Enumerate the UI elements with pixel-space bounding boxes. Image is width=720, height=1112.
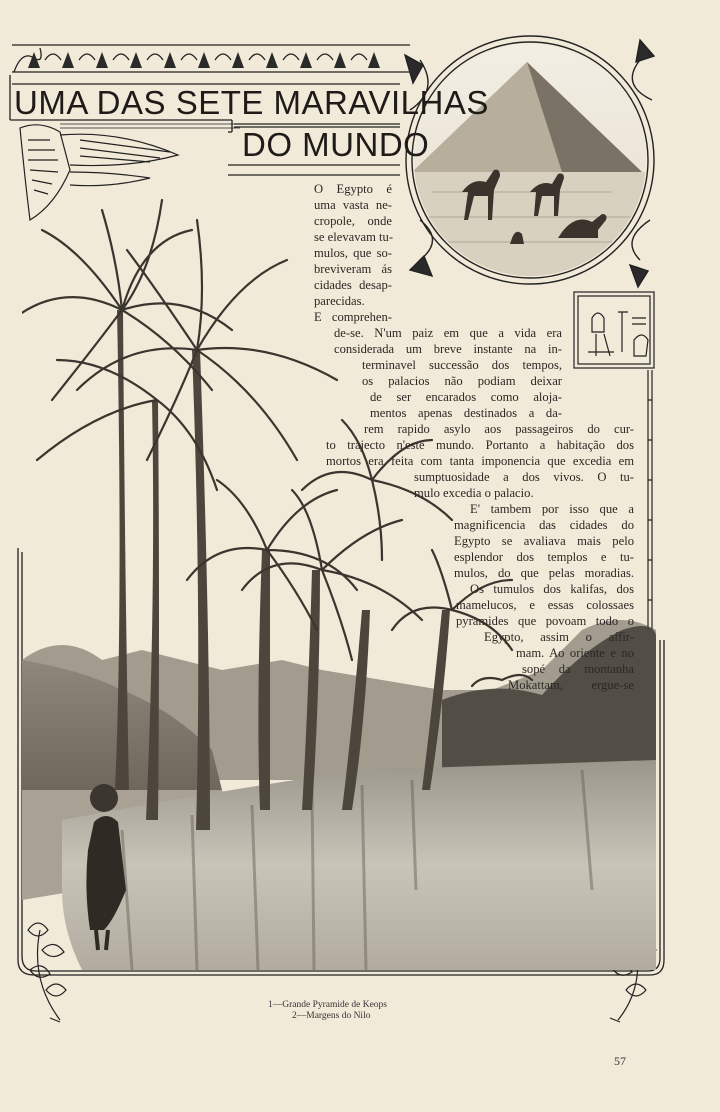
body-line: E comprehen-: [314, 310, 392, 324]
body-line: mam. Ao oriente e no: [516, 646, 634, 660]
body-line: mamelucos, e essas colossaes: [456, 598, 634, 612]
body-line: rem rapido asylo aos passageiros do cur-: [364, 422, 634, 436]
body-line: Mokattam, ergue-se: [508, 678, 634, 692]
body-line: se elevavam tu-: [314, 230, 394, 244]
body-line: magnificencia das cidades do: [454, 518, 634, 532]
body-line: pyramides que povoam todo o: [456, 614, 634, 628]
body-line: mulos, do que pelas moradias.: [454, 566, 634, 580]
body-line: mulo excedia o palacio.: [414, 486, 534, 500]
article-title-line-2: DO MUNDO: [242, 126, 430, 163]
body-line: sopé da montanha: [522, 662, 634, 676]
body-line: parecidas.: [314, 294, 365, 308]
body-line: considerada um breve instante na in-: [334, 342, 562, 356]
body-line: Os tumulos dos kalifas, dos: [470, 582, 634, 596]
body-line: terminavel successão dos tempos,: [362, 358, 562, 372]
body-line: uma vasta ne-: [314, 198, 392, 212]
body-line: Egypto se avaliava mais pelo: [454, 534, 634, 548]
great-pyramid-photo: [412, 42, 648, 278]
body-line: de ser encarados como aloja-: [370, 390, 562, 404]
body-line: mortos era feita com tanta imponencia que excedia em: [326, 454, 634, 468]
caption-nile: 2—Margens do Nilo: [292, 1011, 371, 1021]
body-line: mentos apenas destinados a da-: [370, 406, 562, 420]
body-line: breviveram ás: [314, 262, 392, 276]
body-line: mulos, que so-: [314, 246, 392, 260]
body-line: O Egypto é: [314, 182, 392, 196]
body-line: to trajecto n'este mundo. Portanto a habitação dos: [326, 438, 634, 452]
body-line: os palacios não podiam deixar: [362, 374, 562, 388]
caption-pyramid: 1—Grande Pyramide de Keops: [268, 1000, 387, 1010]
page-number: 57: [614, 1054, 626, 1068]
body-line: cropole, onde: [314, 214, 392, 228]
article-title-line-1: UMA DAS SETE MARAVILHAS: [14, 84, 489, 121]
body-line: Egypto, assim o affir-: [484, 630, 634, 644]
body-line: esplendor dos templos e tu-: [454, 550, 634, 564]
body-line: cidades desap-: [314, 278, 392, 292]
body-line: de-se. N'um paiz em que a vida era: [334, 326, 562, 340]
body-line: E' tambem por isso que a: [470, 502, 634, 516]
body-line: sumptuosidade a dos vivos. O tu-: [414, 470, 634, 484]
